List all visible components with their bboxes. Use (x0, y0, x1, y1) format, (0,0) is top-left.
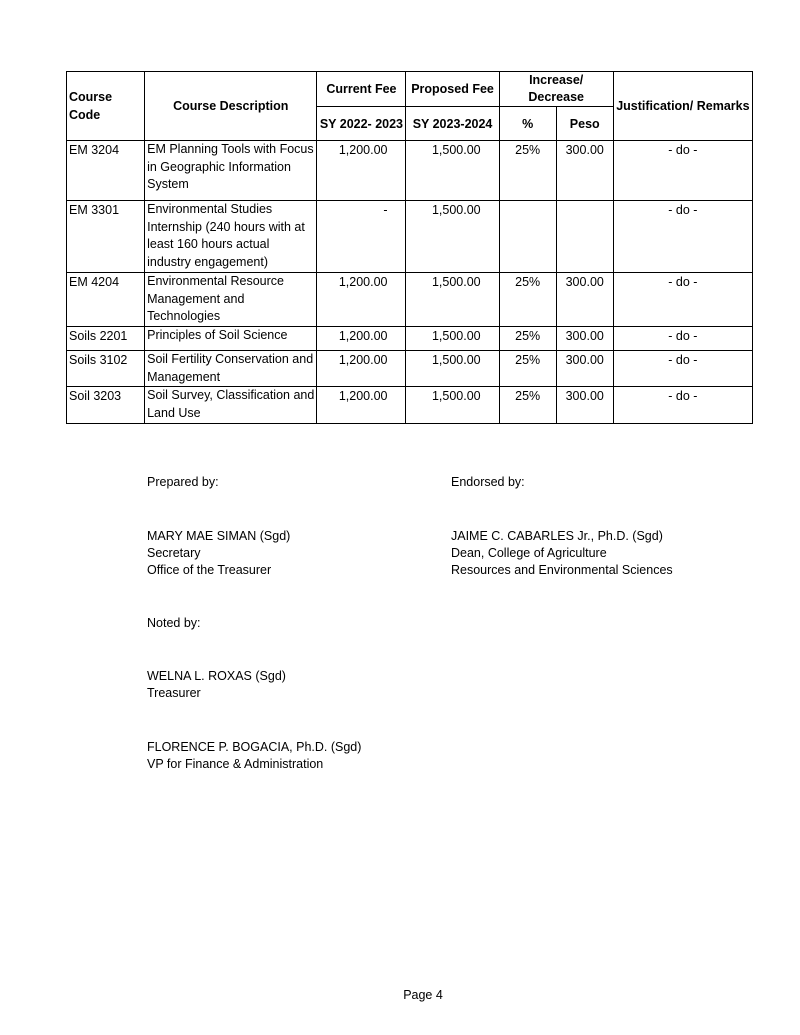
increase-peso (556, 201, 613, 273)
proposed-fee: 1,500.00 (406, 326, 499, 350)
increase-percent: 25% (499, 141, 556, 201)
course-description: Soil Survey, Classification and Land Use (145, 387, 317, 423)
remarks: - do - (613, 141, 752, 201)
current-fee: 1,200.00 (317, 141, 406, 201)
table-row (67, 326, 753, 350)
increase-peso: 300.00 (556, 141, 613, 201)
increase-percent: 25% (499, 350, 556, 386)
current-fee: 1,200.00 (317, 326, 406, 350)
course-description: EM Planning Tools with Focus in Geographic Information System (145, 141, 317, 201)
header-sy-current: SY 2022- 2023 (317, 107, 406, 141)
endorsed-by-block (451, 474, 525, 491)
signatory-name: JAIME C. CABARLES Jr., Ph.D. (Sgd) (451, 529, 663, 543)
prepared-by-signatory (147, 528, 290, 579)
treasurer-signatory (147, 668, 286, 702)
proposed-fee: 1,500.00 (406, 387, 499, 423)
increase-percent: 25% (499, 326, 556, 350)
vp-signatory (147, 739, 361, 773)
signatory-name: WELNA L. ROXAS (Sgd) (147, 669, 286, 683)
prepared-by-label: Prepared by: (147, 475, 219, 489)
signatory-office: Resources and Environmental Sciences (451, 563, 673, 577)
noted-by-label: Noted by: (147, 616, 201, 630)
prepared-by-block (147, 474, 219, 491)
course-description: Soil Fertility Conservation and Management (145, 350, 317, 386)
signatory-title: VP for Finance & Administration (147, 757, 324, 771)
proposed-fee: 1,500.00 (406, 350, 499, 386)
header-increase-decrease: Increase/ Decrease (499, 72, 613, 107)
page-number: Page 4 (403, 988, 443, 1002)
increase-peso: 300.00 (556, 350, 613, 386)
increase-percent: 25% (499, 272, 556, 326)
header-current-fee: Current Fee (317, 72, 406, 107)
table-row (67, 201, 753, 273)
increase-percent (499, 201, 556, 273)
table-row (67, 141, 753, 201)
endorsed-by-label: Endorsed by: (451, 475, 525, 489)
course-description: Environmental Resource Management and Technologies (145, 272, 317, 326)
course-code: Soils 2201 (67, 326, 145, 350)
header-peso: Peso (556, 107, 613, 141)
current-fee: 1,200.00 (317, 387, 406, 423)
course-code: Soil 3203 (67, 387, 145, 423)
remarks: - do - (613, 387, 752, 423)
proposed-fee: 1,500.00 (406, 141, 499, 201)
table-row (67, 387, 753, 423)
header-percent: % (499, 107, 556, 141)
course-code: EM 3204 (67, 141, 145, 201)
course-code: EM 4204 (67, 272, 145, 326)
header-sy-proposed: SY 2023-2024 (406, 107, 499, 141)
remarks: - do - (613, 326, 752, 350)
fee-table (66, 71, 753, 424)
increase-percent: 25% (499, 387, 556, 423)
proposed-fee: 1,500.00 (406, 272, 499, 326)
increase-peso: 300.00 (556, 387, 613, 423)
current-fee: - (317, 201, 406, 273)
remarks: - do - (613, 201, 752, 273)
noted-by-block (147, 615, 201, 632)
signatory-office: Office of the Treasurer (147, 563, 272, 577)
course-code: EM 3301 (67, 201, 145, 273)
header-course-code: Course Code (67, 72, 145, 141)
header-proposed-fee: Proposed Fee (406, 72, 499, 107)
signatory-title: Treasurer (147, 686, 201, 700)
current-fee: 1,200.00 (317, 272, 406, 326)
signatory-name: FLORENCE P. BOGACIA, Ph.D. (Sgd) (147, 740, 362, 754)
signatory-title: Dean, College of Agriculture (451, 546, 607, 560)
header-justification: Justification/ Remarks (613, 72, 752, 141)
proposed-fee: 1,500.00 (406, 201, 499, 273)
course-description: Environmental Studies Internship (240 hours with at least 160 hours actual industry engagement) (145, 201, 317, 273)
current-fee: 1,200.00 (317, 350, 406, 386)
remarks: - do - (613, 350, 752, 386)
table-row (67, 350, 753, 386)
course-code: Soils 3102 (67, 350, 145, 386)
endorsed-by-signatory (451, 528, 673, 579)
increase-peso: 300.00 (556, 272, 613, 326)
signatory-title: Secretary (147, 546, 201, 560)
table-row (67, 272, 753, 326)
increase-peso: 300.00 (556, 326, 613, 350)
header-course-description: Course Description (145, 72, 317, 141)
signatory-name: MARY MAE SIMAN (Sgd) (147, 529, 291, 543)
course-description: Principles of Soil Science (145, 326, 317, 350)
remarks: - do - (613, 272, 752, 326)
